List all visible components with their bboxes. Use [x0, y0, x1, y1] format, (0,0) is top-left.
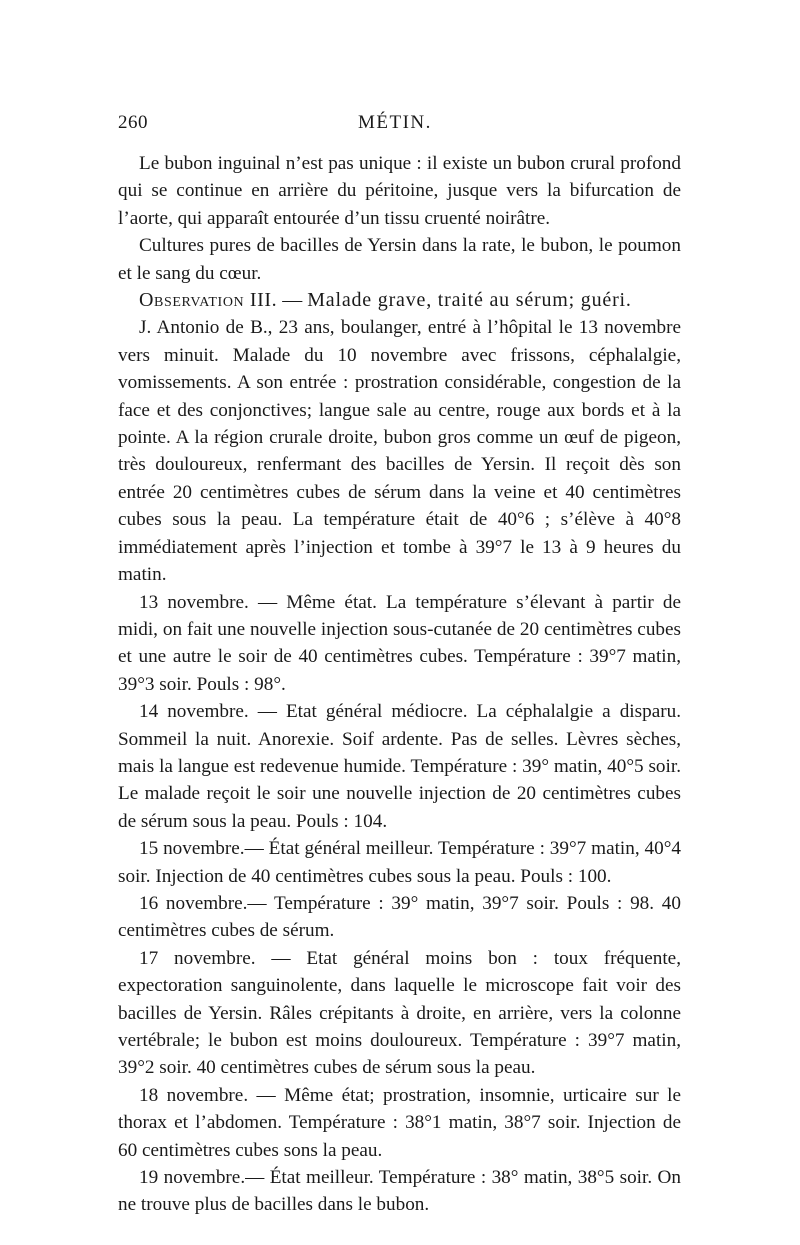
paragraph-day-18: 18 novembre. — Même état; prostration, insomnie, urticaire sur le thorax et l’abdomen. Température : 38°1 matin, 38°7 soir. Injection de 60 centimètres cubes sons la peau.	[118, 1084, 681, 1161]
paragraph-day-16: 16 novembre.— Température : 39° matin, 39°7 soir. Pouls : 98. 40 centimètres cubes de sérum.	[118, 892, 681, 942]
observation-heading	[118, 287, 681, 314]
page-body	[118, 150, 681, 1219]
observation-label: Observation III.	[139, 289, 278, 312]
paragraph-day-19: 19 novembre.— État meilleur. Température : 38° matin, 38°5 soir. On ne trouve plus de bacilles dans le bubon.	[118, 1167, 681, 1216]
observation-title: Malade grave, traité au sérum; guéri.	[307, 289, 632, 312]
paragraph-bubo-description: Le bubon inguinal n’est pas unique : il existe un bubon crural profond qui se continue en arrière du péritoine, jusque vers la bifurcation de l’aorte, qui apparaît entourée d’un tissu cruenté noirâtre.	[118, 153, 681, 229]
paragraph-day-15: 15 novembre.— État général meilleur. Température : 39°7 matin, 40°4 soir. Injection de 40 centimètres cubes sous la peau. Pouls : 100.	[118, 838, 681, 887]
page-header	[118, 112, 681, 142]
page-number: 260	[118, 112, 148, 133]
paragraph-cultures: Cultures pures de bacilles de Yersin dans la rate, le bubon, le poumon et le sang du cœur.	[118, 235, 681, 284]
observation-dash: —	[277, 289, 308, 312]
paragraph-patient-admission: J. Antonio de B., 23 ans, boulanger, entré à l’hôpital le 13 novembre vers minuit. Malade du 10 novembre avec frissons, céphalalgie, vomissements. A son entrée : prostration considérable, congestion de la face et des conjonctives; langue sale au centre, rouge aux bords et à la pointe. A la région crurale droite, bubon gros comme un œuf de pigeon, très douloureux, renfermant des bacilles de Yersin. Il reçoit dès son entrée 20 centimètres cubes de sérum dans la veine et 40 centimètres cubes sous la peau. La température était de 40°6 ; s’élève à 40°8 immédiatement après l’injection et tombe à 39°7 le 13 à 9 heures du matin.	[118, 317, 681, 586]
paragraph-day-14: 14 novembre. — Etat général médiocre. La céphalalgie a disparu. Sommeil la nuit. Anorexie. Soif ardente. Pas de selles. Lèvres sèches, mais la langue est redevenue humide. Température : 39° matin, 40°5 soir. Le malade reçoit le soir une nouvelle injection de 20 centimètres cubes de sérum sous la peau. Pouls : 104.	[118, 701, 681, 832]
book-page	[118, 112, 681, 1219]
paragraph-day-13: 13 novembre. — Même état. La température s’élevant à partir de midi, on fait une nouvelle injection sous-cutanée de 20 centimètres cubes et une autre le soir de 40 centimètres cubes. Température : 39°7 matin, 39°3 soir. Pouls : 98°.	[118, 591, 681, 695]
running-title: MÉTIN.	[358, 112, 432, 133]
paragraph-day-17: 17 novembre. — Etat général moins bon : toux fréquente, expectoration sanguinolente, dans laquelle le microscope fait voir des bacilles de Yersin. Râles crépitants à droite, en arrière, vers la colonne vertébrale; le bubon est moins douloureux. Température : 39°7 matin, 39°2 soir. 40 centimètres cubes de sérum sous la peau.	[118, 947, 681, 1079]
